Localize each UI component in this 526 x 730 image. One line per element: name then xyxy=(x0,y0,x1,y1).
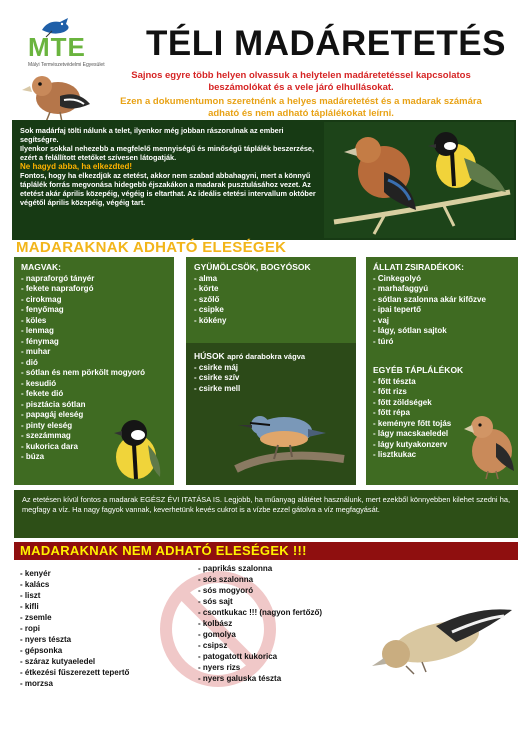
list-item: - csirke mell xyxy=(194,383,241,393)
edible-foods-heading: MADARAKNAK ADHATÓ ELESÉGEK xyxy=(16,239,287,256)
list-item: - fenyőmag xyxy=(21,305,64,314)
intro-paragraph-3: Fontos, hogy ha elkezdjük az etetést, akkor nem szabad abbahagyni, mert a könnyű táplálék forrás megvonása hidegebb éjszakákon a madarak pusztulásához vezet. Az etetést akár április közepéig, végéig is eltarthat. Az ideális etetési intervallum október végétől április közepéig, végéig tart. xyxy=(20,171,316,207)
list-item: - kökény xyxy=(194,315,227,325)
list-item: - lisztkukac xyxy=(373,450,417,459)
fats-panel xyxy=(366,257,518,485)
list-item: - marhafaggyú xyxy=(373,284,429,293)
forbidden-list-right xyxy=(198,563,322,684)
list-item: - kolbász xyxy=(198,619,233,628)
nuthatch-illustration xyxy=(226,399,350,483)
list-item: - csipke xyxy=(194,305,224,314)
intro-paragraph-2: Ilyenkor sokkal nehezebb a megfelelő mennyiségű és minőségű táplálék beszerzése, ezért a felállított etetőket szívesen látogatják. xyxy=(20,144,315,162)
list-item: - kenyér xyxy=(20,569,51,578)
list-item: - lenmag xyxy=(21,326,54,335)
list-item: - főtt rizs xyxy=(373,387,407,396)
meats-subpanel xyxy=(186,343,356,485)
list-item: - pinty eleség xyxy=(21,420,73,430)
list-item: - kalács xyxy=(20,580,50,589)
list-item: - gomolya xyxy=(198,630,236,639)
list-item: - pisztácia sótlan xyxy=(21,399,86,409)
list-item: - dió xyxy=(21,357,38,367)
list-item: - túró xyxy=(373,336,394,346)
logo-text: MTE xyxy=(28,32,86,62)
list-item: - napraforgó tányér xyxy=(21,273,95,283)
list-item: - étkezési fűszerezett tepertő xyxy=(20,668,130,677)
list-item: - ropi xyxy=(20,624,40,633)
list-item: - alma xyxy=(194,273,218,283)
list-item: - fekete dió xyxy=(21,389,64,398)
list-item: - főtt répa xyxy=(373,408,410,417)
list-item: - száraz kutyaeledel xyxy=(20,657,96,666)
birds-on-branch-illustration xyxy=(324,122,514,238)
list-item: - cirokmag xyxy=(21,294,62,304)
list-item: - csipsz xyxy=(198,641,228,650)
seeds-panel xyxy=(14,257,174,485)
list-item: - csontkukac !!! (nagyon fertőző) xyxy=(198,608,323,617)
fats-heading: ÁLLATI ZSIRADÉKOK: xyxy=(373,262,464,272)
list-item: - morzsa xyxy=(20,679,53,688)
list-item: - nyers rizs xyxy=(198,663,241,672)
logo-subtitle: Mályi Természetvédelmi Egyesület xyxy=(28,62,105,68)
list-item: - csirke máj xyxy=(194,362,239,372)
list-item: - sós mogyoró xyxy=(198,586,254,595)
page-title: TÉLI MADÁRETETÉS xyxy=(146,24,506,63)
meats-heading xyxy=(194,351,305,363)
list-item: - fénymag xyxy=(21,336,59,346)
subtitle-purpose: Ezen a dokumentumon szeretnénk a helyes madáretetést és a madarak számára adható és nem adható táplálékokat leírni. xyxy=(120,96,482,119)
list-item: - muhar xyxy=(21,347,51,356)
great-tit-illustration xyxy=(106,415,166,483)
list-item: - papagáj eleség xyxy=(21,410,84,419)
list-item: - ipai tepertő xyxy=(373,305,422,314)
intro-warning: Ne hagyd abba, ha elkezdted! xyxy=(20,162,133,171)
subtitle-warning: Sajnos egyre több helyen olvassuk a helytelen madáretetéssel kapcsolatos beszámolókat és a vele járó elhullásokat. xyxy=(131,70,471,93)
meats-heading-main: HÚSOK xyxy=(194,351,225,361)
list-item: - lágy, sótlan sajtok xyxy=(373,326,447,335)
forbidden-list-left xyxy=(20,568,129,689)
list-item: - patogatott kukorica xyxy=(198,652,278,661)
list-item: - kesudió xyxy=(21,378,57,388)
other-foods-list xyxy=(373,365,463,461)
list-item: - gépsonka xyxy=(20,646,63,655)
hawfinch-illustration xyxy=(20,68,92,124)
forbidden-foods-heading: MADARAKNAK NEM ADHATÓ ELESÉGEK !!! xyxy=(20,543,307,558)
list-item: - szezámmag xyxy=(21,431,71,440)
watering-info: Az etetésen kívül fontos a madarak EGÉSZ ÉVI ITATÁSA IS. Legjobb, ha műanyag alátétet használunk, mert ezekből könnyebben kilehet szedni ha, megfagy a víz. Ha nagy fagyok vannak, keverhetünk kevés cukrot is a vízbe ezzel gátolva a víz megfagyását. xyxy=(14,490,518,538)
list-item: - fekete napraforgó xyxy=(21,284,94,293)
list-item: - sótlan szalonna akár kifőzve xyxy=(373,294,486,304)
list-item: - nyers galuska tészta xyxy=(198,674,282,683)
poster xyxy=(6,6,520,724)
list-item: - főtt zöldségek xyxy=(373,397,432,407)
list-item: - körte xyxy=(194,284,219,293)
list-item: - paprikás szalonna xyxy=(198,564,273,573)
meats-list xyxy=(194,351,305,394)
hawfinch-small-illustration xyxy=(462,407,518,481)
fruits-heading: GYÜMÖLCSÖK, BOGYÓSOK xyxy=(194,262,311,272)
mte-logo xyxy=(28,16,120,66)
intro-text xyxy=(20,126,320,207)
list-item: - liszt xyxy=(20,591,41,600)
list-item: - lágy macskaeledel xyxy=(373,429,449,438)
seeds-heading: MAGVAK: xyxy=(21,262,61,272)
list-item: - főtt tészta xyxy=(373,376,416,386)
list-item: - búza xyxy=(21,452,45,461)
list-item: - köles xyxy=(21,315,47,325)
list-item: - zsemle xyxy=(20,613,52,622)
list-item: - Cinkegolyó xyxy=(373,273,422,283)
list-item: - keményre főtt tojás xyxy=(373,418,452,428)
dead-bird-illustration xyxy=(366,596,514,676)
intro-paragraph-1: Sok madárfaj tölti nálunk a telet, ilyenkor még jobban rászorulnak az emberi segítségre. xyxy=(20,126,284,144)
list-item: - szőlő xyxy=(194,294,220,304)
list-item: - kukorica dara xyxy=(21,441,78,451)
fruits-panel xyxy=(186,257,356,485)
other-foods-heading: EGYÉB TÁPLÁLÉKOK xyxy=(373,365,464,375)
list-item: - sós sajt xyxy=(198,597,233,606)
list-item: - lágy kutyakonzerv xyxy=(373,439,448,449)
fats-list xyxy=(373,262,486,347)
list-item: - csirke szív xyxy=(194,373,240,382)
list-item: - sótlan és nem pörkölt mogyoró xyxy=(21,368,146,377)
list-item: - sós szalonna xyxy=(198,575,254,584)
list-item: - nyers tészta xyxy=(20,635,72,644)
list-item: - vaj xyxy=(373,315,390,325)
meats-heading-rest: apró darabokra vágva xyxy=(227,352,306,361)
fruits-list xyxy=(194,262,311,326)
intro-section xyxy=(12,120,516,240)
list-item: - kifli xyxy=(20,602,39,611)
